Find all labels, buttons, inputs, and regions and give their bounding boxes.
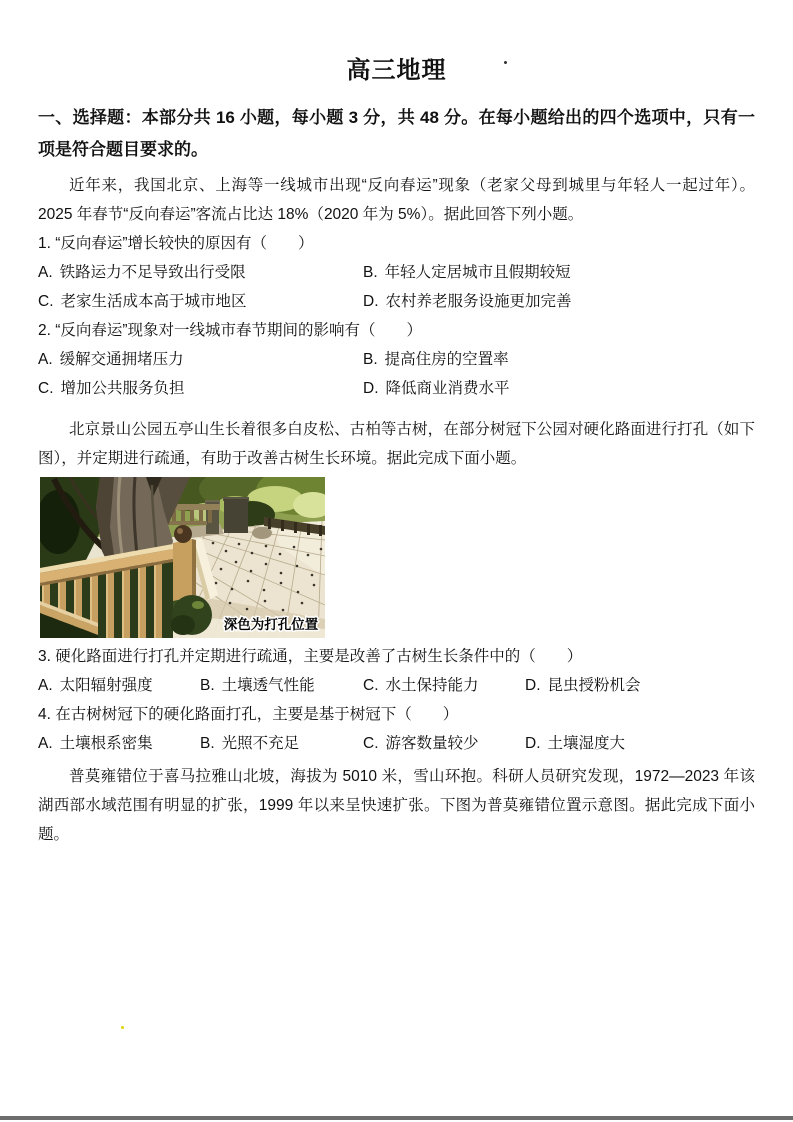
page-bottom-edge <box>0 1116 793 1120</box>
option-text: 光照不充足 <box>221 735 300 752</box>
passage-1: 近年来，我国北京、上海等一线城市出现“反向春运”现象（老家父母到城里与年轻人一起过年）。2025 年春节“反向春运”客流占比达 18%（2020 年为 5%）。据此回答下列小题。 <box>38 177 755 223</box>
question-1-stem: 1. “反向春运”增长较快的原因有（ ） <box>38 235 314 252</box>
passage-2: 北京景山公园五亭山生长着很多白皮松、古柏等古树，在部分树冠下公园对硬化路面进行打孔（如下图），并定期进行疏通，有助于改善古树生长环境。据此完成下面小题。 <box>38 421 755 467</box>
question-2-option-a <box>38 345 363 374</box>
option-label: C. <box>363 735 379 752</box>
question-3-option-c <box>363 671 525 700</box>
question-3-option-a <box>38 671 200 700</box>
park-photo-illustration <box>40 477 325 638</box>
option-text: 增加公共服务负担 <box>60 380 185 397</box>
section-header: 一、选择题：本部分共 16 小题，每小题 3 分，共 48 分。在每小题给出的四个选项中，只有一项是符合题目要求的。 <box>38 108 755 159</box>
question-3-option-b <box>200 671 363 700</box>
stray-yellow-mark <box>121 1026 124 1029</box>
question-4-options-row <box>38 729 755 758</box>
question-1-option-c <box>38 287 363 316</box>
option-text: 水土保持能力 <box>385 677 479 694</box>
option-label: B. <box>200 677 215 694</box>
option-label: D. <box>525 735 541 752</box>
stray-ink-mark <box>504 61 507 64</box>
option-label: A. <box>38 735 53 752</box>
question-4-option-a <box>38 729 200 758</box>
question-4-option-b <box>200 729 363 758</box>
photo-caption-label: 深色为打孔位置 <box>223 617 319 632</box>
option-label: B. <box>200 735 215 752</box>
question-2-option-b <box>363 345 509 374</box>
question-1-options-row-1 <box>38 258 755 287</box>
option-label: D. <box>363 293 379 310</box>
option-text: 农村养老服务设施更加完善 <box>385 293 572 310</box>
option-label: A. <box>38 264 53 281</box>
option-label: A. <box>38 677 53 694</box>
option-text: 年轻人定居城市且假期较短 <box>384 264 571 281</box>
park-drill-holes-photo <box>40 477 325 638</box>
question-1-option-d <box>363 287 572 316</box>
option-text: 土壤根系密集 <box>59 735 153 752</box>
question-3-stem: 3. 硬化路面进行打孔并定期进行疏通，主要是改善了古树生长条件中的（ ） <box>38 648 583 665</box>
option-label: B. <box>363 351 378 368</box>
question-4-option-c <box>363 729 525 758</box>
option-text: 游客数量较少 <box>385 735 479 752</box>
option-label: D. <box>525 677 541 694</box>
question-2-options-row-1 <box>38 345 755 374</box>
option-text: 缓解交通拥堵压力 <box>59 351 184 368</box>
question-1-option-b <box>363 258 571 287</box>
option-text: 降低商业消费水平 <box>385 380 510 397</box>
option-text: 老家生活成本高于城市地区 <box>60 293 247 310</box>
page-title: 高三地理 <box>346 57 447 84</box>
question-3-option-d <box>525 671 641 700</box>
question-2-option-d <box>363 374 510 403</box>
option-label: B. <box>363 264 378 281</box>
question-4-option-d <box>525 729 625 758</box>
option-text: 土壤湿度大 <box>547 735 626 752</box>
question-2-options-row-2 <box>38 374 755 403</box>
passage-3: 普莫雍错位于喜马拉雅山北坡，海拔为 5010 米，雪山环抱。科研人员研究发现，1972—2023 年该湖西部水域范围有明显的扩张，1999 年以来呈快速扩张。下图为普莫雍错位置示意图。据此完成下面小题。 <box>38 768 755 843</box>
option-label: C. <box>38 293 54 310</box>
option-label: C. <box>363 677 379 694</box>
option-label: D. <box>363 380 379 397</box>
question-1-option-a <box>38 258 363 287</box>
option-label: C. <box>38 380 54 397</box>
question-2-option-c <box>38 374 363 403</box>
option-text: 土壤透气性能 <box>221 677 315 694</box>
question-4-stem: 4. 在古树树冠下的硬化路面打孔，主要是基于树冠下（ ） <box>38 706 459 723</box>
question-2-stem: 2. “反向春运”现象对一线城市春节期间的影响有（ ） <box>38 322 423 339</box>
option-text: 昆虫授粉机会 <box>547 677 641 694</box>
question-1-options-row-2 <box>38 287 755 316</box>
option-text: 铁路运力不足导致出行受限 <box>59 264 246 281</box>
option-text: 太阳辐射强度 <box>59 677 153 694</box>
question-3-options-row <box>38 671 755 700</box>
option-text: 提高住房的空置率 <box>384 351 509 368</box>
option-label: A. <box>38 351 53 368</box>
